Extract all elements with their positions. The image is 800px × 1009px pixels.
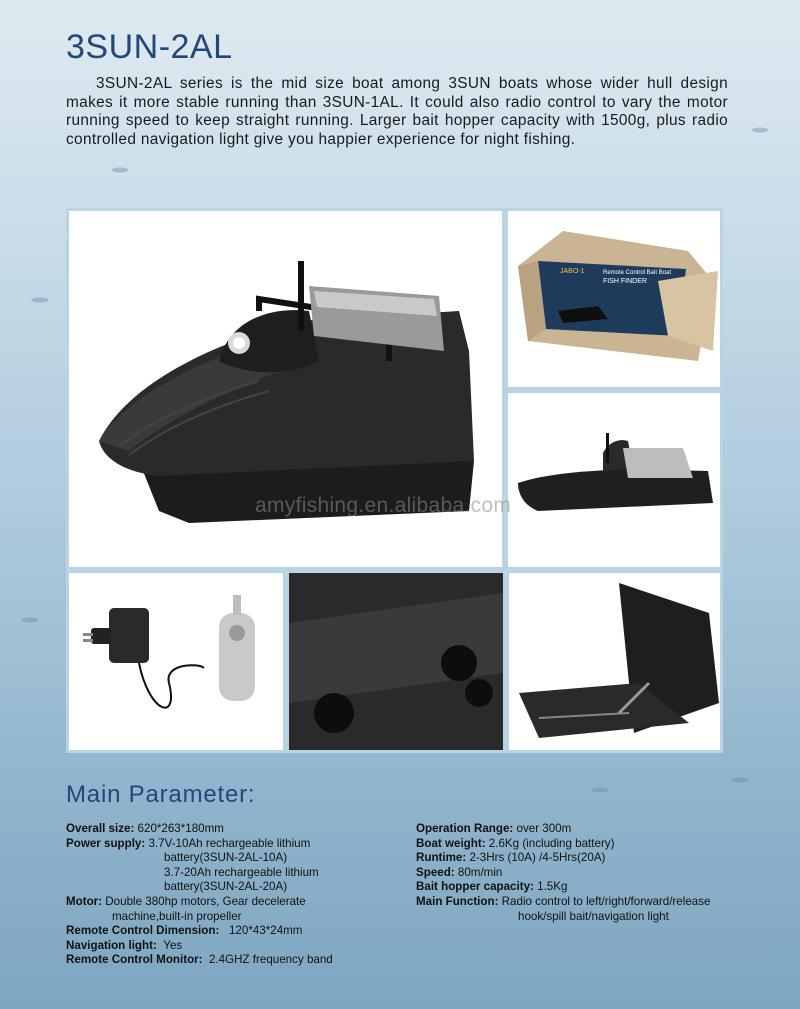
side-boat-photo	[505, 390, 723, 570]
param-motor-line2: machine,built-in propeller	[112, 909, 242, 923]
page-title: 3SUN-2AL	[66, 28, 233, 66]
param-motor: Motor: Double 380hp motors, Gear decelerate	[66, 894, 306, 908]
param-main-function: Main Function: Radio control to left/right/forward/release	[416, 894, 711, 908]
param-speed: Speed: 80m/min	[416, 865, 503, 879]
main-parameter-heading: Main Parameter:	[66, 781, 256, 808]
param-overall-size: Overall size: 620*263*180mm	[66, 822, 224, 835]
intro-paragraph: 3SUN-2AL series is the mid size boat among 3SUN boats whose wider hull design makes it more stable running than 3SUN-1AL. It could also radio control to vary the motor running speed to keep straight running. Larger bait hopper capacity with 1500g, plus radio controlled navigation light give you happier experience for night fishing.	[66, 75, 728, 148]
param-hopper: Bait hopper capacity: 1.5Kg	[416, 880, 568, 894]
box-label-fishfinder: FISH FINDER	[603, 278, 647, 285]
param-power-supply: Power supply: 3.7V-10Ah rechargeable lithium	[66, 836, 311, 850]
param-power-supply-line2: battery(3SUN-2AL-10A)	[164, 851, 288, 865]
hopper-open-photo	[506, 570, 723, 753]
params-left	[66, 822, 333, 968]
box-label-model: JABO-1	[560, 268, 585, 275]
watermark: amyfishing.en.alibaba.com	[255, 494, 512, 517]
box-label-subtitle: Remote Control Bait Boat	[603, 270, 672, 276]
packaging-box-photo	[505, 208, 723, 390]
param-rc-monitor: Remote Control Monitor: 2.4GHZ frequency band	[66, 953, 333, 967]
params-right	[416, 822, 710, 924]
hull-interior-photo	[286, 570, 506, 753]
charger-remote-photo	[66, 570, 286, 753]
param-runtime: Runtime: 2-3Hrs (10A) /4-5Hrs(20A)	[416, 851, 606, 865]
param-boat-weight: Boat weight: 2.6Kg (including battery)	[416, 836, 615, 850]
param-power-supply-line3: 3.7-20Ah rechargeable lithium	[164, 865, 319, 879]
param-main-function-line2: hook/spill bait/navigation light	[518, 909, 669, 923]
param-nav-light: Navigation light: Yes	[66, 938, 183, 952]
param-rc-dimension: Remote Control Dimension: 120*43*24mm	[66, 924, 303, 938]
param-op-range: Operation Range: over 300m	[416, 822, 572, 835]
param-power-supply-line4: battery(3SUN-2AL-20A)	[164, 880, 288, 894]
